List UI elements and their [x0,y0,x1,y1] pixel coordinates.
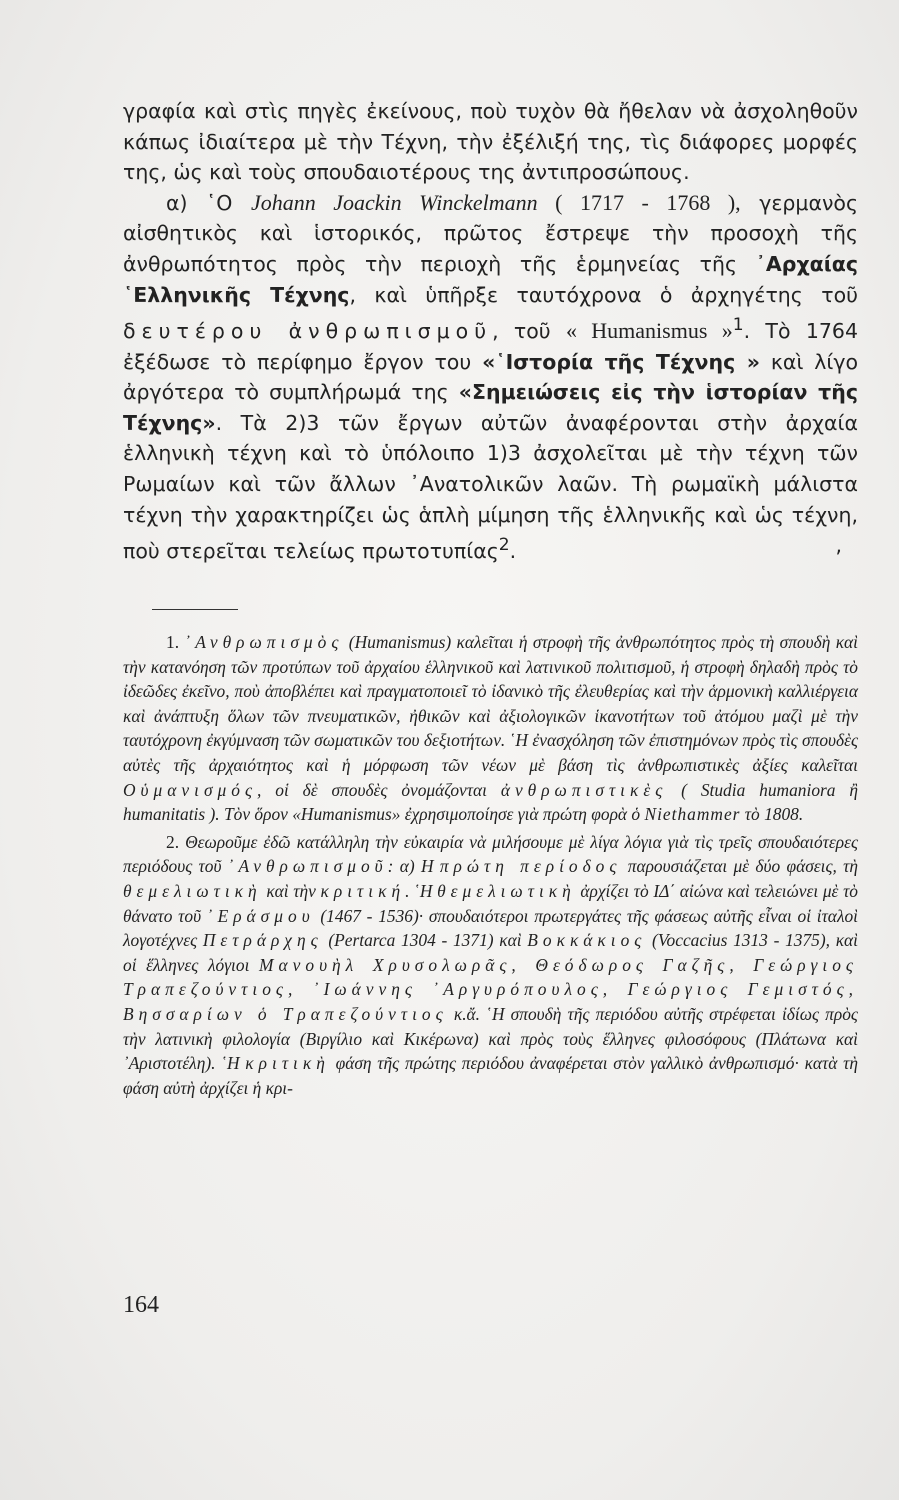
text-run: Θεωροῦμε ἐδῶ κατάλληλη τὴν εὐκαιρία νὰ μιλήσουμε μὲ λίγα λόγια γιὰ τὶς τρεῖς σπουδαιότερες περιόδους τοῦ [123,831,858,877]
footnote-1 [123,630,858,827]
spaced-term: Μανουὴλ Χρυσολωρᾶς, Θεόδωρος Γαζῆς, Γεώργιος Τραπεζούντιος, ᾿Ιωάννης ᾿Αργυρόπουλος, Γεώργιος Γεμιστός, Βησσαρίων ὁ Τραπεζούντιος [123,954,858,1024]
footnote-number: 1. [166,632,185,652]
spaced-term: Οὑμανισμός [123,779,258,800]
humanismus-term: « Humanismus » [565,317,733,343]
person-name: Johann Joackin Winckelmann [250,189,538,215]
footnote-2 [123,830,858,1101]
spaced-term: πρώτη περίοδος [439,856,622,877]
text-run: , καὶ ὑπῆρξε ταυτόχρονα ὁ ἀρχηγέτης τοῦ [349,282,858,307]
text-run: . Τὸ 1764 ἐξέδωσε τὸ περίφημο ἔργον του [123,318,858,374]
text-run: τὸ 1808. [740,804,804,825]
text-run: , τοῦ [492,318,566,343]
book-title: «Σημειώσεις εἰς τὴν ἱστορίαν τῆς Τέχνης» [123,380,858,435]
text-run: α) ῾Ο [166,190,251,215]
footnotes [123,630,858,1100]
text-run: ( Studia humaniora ἢ humanitatis ). Τὸν ὅρον «Humanismus» ἐχρησιμοποίησε γιὰ πρώτη φορὰ ὁ [123,779,858,825]
text-run: καὶ τὴν [261,880,321,901]
text-run: φάση τῆς πρώτης περιόδου ἀναφέρεται στὸν γαλλικὸ ἀνθρωπισμό· κατὰ τὴ φάση αὐτὴ ἀρχίζει ἡ κρι- [123,1053,858,1098]
footnote-ref-1: 1 [732,315,744,336]
text-run: κ.ἄ. ῾Η σπουδὴ τῆς περιόδου αὐτῆς στρέφεται ἰδίως πρὸς τὴν λατινικὴ φιλολογία (Βιργίλιο καὶ Κικέρωνα) καὶ πρὸς τοὺς ἕλληνες φιλοσόφους (Πλάτωνα καὶ ᾿Αριστοτέλη). ῾Η [123,1003,858,1074]
text-run: , οἱ δὲ σπουδὲς ὀνομάζονται [257,779,501,800]
life-dates: ( 1717 - 1768 ), [537,189,741,215]
text-run: . [509,538,517,563]
book-title: «῾Ιστορία τῆς Τέχνης » [482,349,760,374]
text-run: καὶ λίγο ἀργότερα τὸ συμπλήρωμά της [123,349,858,405]
text-run: ) καλεῖται ἡ στροφὴ τῆς ἀνθρωπότητος πρὸς τὴ σπουδὴ καὶ τὴν κατανόηση τῶν προτύπων τοῦ ἀρχαίου ἑλληνικοῦ καὶ λατινικοῦ πολιτισμοῦ, ἡ στροφὴ δηλαδὴ πρὸς τὸ ἰδεῶδες ἐκεῖνο, ποὺ ἀποβλέπει καὶ πραγματοποιεῖ τὸ ἰδανικὸ τῆς ἐλευθερίας καὶ τὴν ἁρμονικὴ καλλιέργεια καὶ ἀνάπτυξη ὅλων τῶν πνευματικῶν, ἠθικῶν καὶ ἀξιολογικῶν ἱκανοτήτων τοῦ ἀτόμου μαζὶ μὲ τὴν ταυτόχρονη ἐκγύμναση τῶν σωματικῶν του δεξιοτήτων. ῾Η ἐνασχόληση τῶν ἐπιστημόνων πρὸς τὶς σπουδὲς αὐτὲς τῆς ἀρχαιότητος καὶ ἡ μόρφωση τῶν νέων μὲ βάση τὶς ἀνθρωπιστικὲς ἀξίες καλεῖται [123,632,859,775]
footnote-divider [152,609,238,610]
spaced-term: κριτική [320,880,406,901]
paragraph-winckelmann [123,188,858,567]
spaced-term: ἀνθρωπιστικὲς [500,779,668,800]
text-run: ἀρχίζει τὸ ΙΔ΄ αἰώνα καὶ τελειώνει μὲ τὸ θάνατο τοῦ [123,880,858,926]
text-run: . Τὰ 2)3 τῶν ἔργων αὐτῶν ἀναφέρονται στὴν ἀρχαία ἑλληνικὴ τέχνη καὶ τὸ ὑπόλοιπο 1)3 ἀσχολεῖται μὲ τὴν τέχνη τῶν Ρωμαίων καὶ τῶν ἄλλων ᾿Ανατολικῶν λαῶν. Τὴ ρωμαϊκὴ μάλιστα τέχνη τὴν χαρακτηρίζει ὡς ἁπλὴ μίμηση τῆς ἑλληνικῆς καὶ ὡς τέχνη, ποὺ στερεῖται τελείως πρωτοτυπίας [123,410,858,563]
spaced-term: θεμελιωτικὴ [437,880,576,901]
text-run: γερμανὸς αἰσθητικὸς καὶ ἱστορικός, πρῶτος ἔστρεψε τὴν προσοχὴ τῆς ἀνθρωπότητος πρὸς τὴν περιοχὴ τῆς ἑρμηνείας τῆς [123,190,858,276]
text-run: ( [343,632,355,652]
stray-mark: , [835,533,842,558]
text-run: (Pertarca 1304 - 1371) καὶ [322,930,528,951]
paragraph-intro: γραφία καὶ στὶς πηγὲς ἐκείνους, ποὺ τυχὸν θὰ ἤθελαν νὰ ἀσχοληθοῦν κάπως ἰδιαίτερα μὲ τὴν Τέχνη, τὴν ἐξέλιξή της, τὶς διάφορες μορφές της, ὡς καὶ τοὺς σπουδαιοτέρους της ἀντιπροσώπους. [123,99,858,185]
person-name: Niethammer [644,804,741,825]
page-number: 164 [123,1292,159,1318]
text-run: : α) Η [387,856,440,877]
text-run: . ῾Η [405,880,438,901]
bold-term: ᾿Αρχαίας ῾Ελληνικῆς Τέχνης [123,251,858,307]
latin-term: Humanismus [354,632,446,652]
footnote-ref-2: 2 [498,535,510,556]
spaced-term: δευτέρου ἀνθρωπισμοῦ [123,318,493,343]
main-text [123,96,858,567]
text-run: παρουσιάζεται μὲ δύο φάσεις, τὴ [621,856,859,877]
spaced-term: κριτικὴ [245,1053,330,1074]
text-run: (1467 - 1536)· σπουδαιότεροι πρωτεργάτες τῆς φάσεως αὐτῆς εἶναι οἱ ἰταλοὶ λογοτέχνες [123,905,858,951]
spaced-term: ᾿Εράσμου [206,905,315,926]
spaced-term: ᾿Ανθρωπισμοῦ [227,856,388,877]
spaced-term: Πετράρχης [202,930,323,951]
footnote-number: 2. [166,831,186,852]
spaced-term: θεμελιωτικὴ [123,880,262,901]
text-run: (Voccacius 1313 - 1375), καὶ οἱ ἕλληνες λόγιοι [123,930,858,975]
spaced-term: ᾿Ανθρωπισμὸς [184,632,344,652]
spaced-term: Βοκκάκιος [527,930,647,951]
